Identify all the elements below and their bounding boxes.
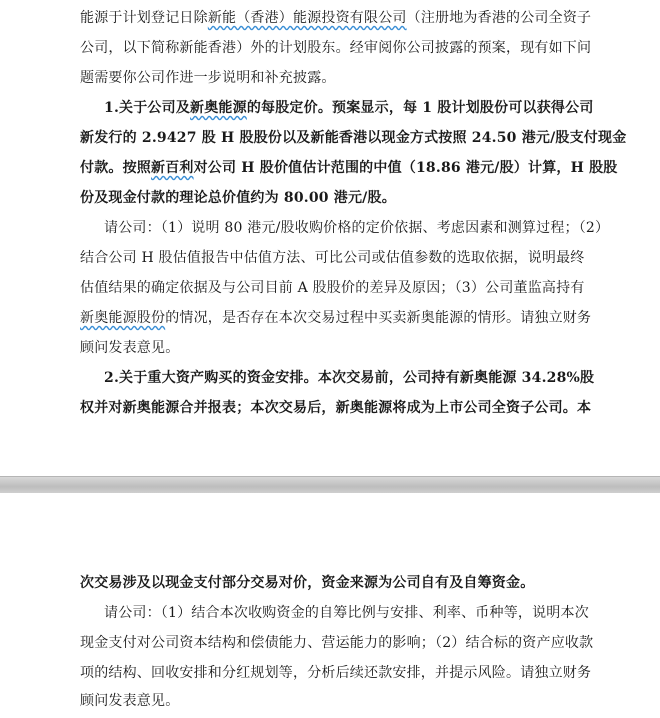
text-line: 题需要你公司作进一步说明和补充披露。 (80, 70, 336, 86)
text-line: 份及现金付款的理论总价值约为 80.00 港元/股。 (80, 190, 396, 206)
text-line: 次交易涉及以现金支付部分交易对价，资金来源为公司自有及自筹资金。 (80, 575, 535, 591)
page-separator (0, 476, 660, 493)
text-line: 顾问发表意见。 (80, 340, 180, 356)
text-line: 估值结果的确定依据及与公司目前 A 股股价的差异及原因；（3）公司董监高持有 (80, 280, 585, 296)
text-line: 权并对新奥能源合并报表；本次交易后，新奥能源将成为上市公司全资子公司。本 (80, 400, 592, 416)
text-line: 新奥能源股份的情况，是否存在本次交易过程中买卖新奥能源的情形。请独立财务 (80, 310, 592, 326)
document-page-2 (0, 493, 660, 718)
text-line: 公司，以下简称新能香港）外的计划股东。经审阅你公司披露的预案，现有如下问 (80, 40, 592, 56)
section-heading-2: 2.关于重大资产购买的资金安排。本次交易前，公司持有新奥能源 34.28%股 (104, 370, 595, 386)
text-line: 顾问发表意见。 (80, 693, 180, 709)
text-line: 请公司：（1）结合本次收购资金的自筹比例与安排、利率、币种等，说明本次 (104, 605, 589, 621)
text-line: 付款。按照新百利对公司 H 股价值估计范围的中值（18.86 港元/股）计算，H 股股 (80, 160, 618, 176)
text-line: 能源于计划登记日除新能（香港）能源投资有限公司（注册地为香港的公司全资子 (80, 10, 592, 26)
text-line: 项的结构、回收安排和分红规划等，分析后续还款安排，并提示风险。请独立财务 (80, 665, 592, 681)
text-line: 新发行的 2.9427 股 H 股股份以及新能香港以现金方式按照 24.50 港元/股支付现金 (80, 130, 627, 146)
text-line: 请公司：（1）说明 80 港元/股收购价格的定价依据、考虑因素和测算过程；（2） (104, 220, 610, 236)
section-heading-1: 1.关于公司及新奥能源的每股定价。预案显示，每 1 股计划股份可以获得公司 (104, 100, 594, 116)
text-line: 结合公司 H 股估值报告中估值方法、可比公司或估值参数的选取依据，说明最终 (80, 250, 585, 266)
text-line: 现金支付对公司资本结构和偿债能力、营运能力的影响；（2）结合标的资产应收款 (80, 635, 594, 651)
